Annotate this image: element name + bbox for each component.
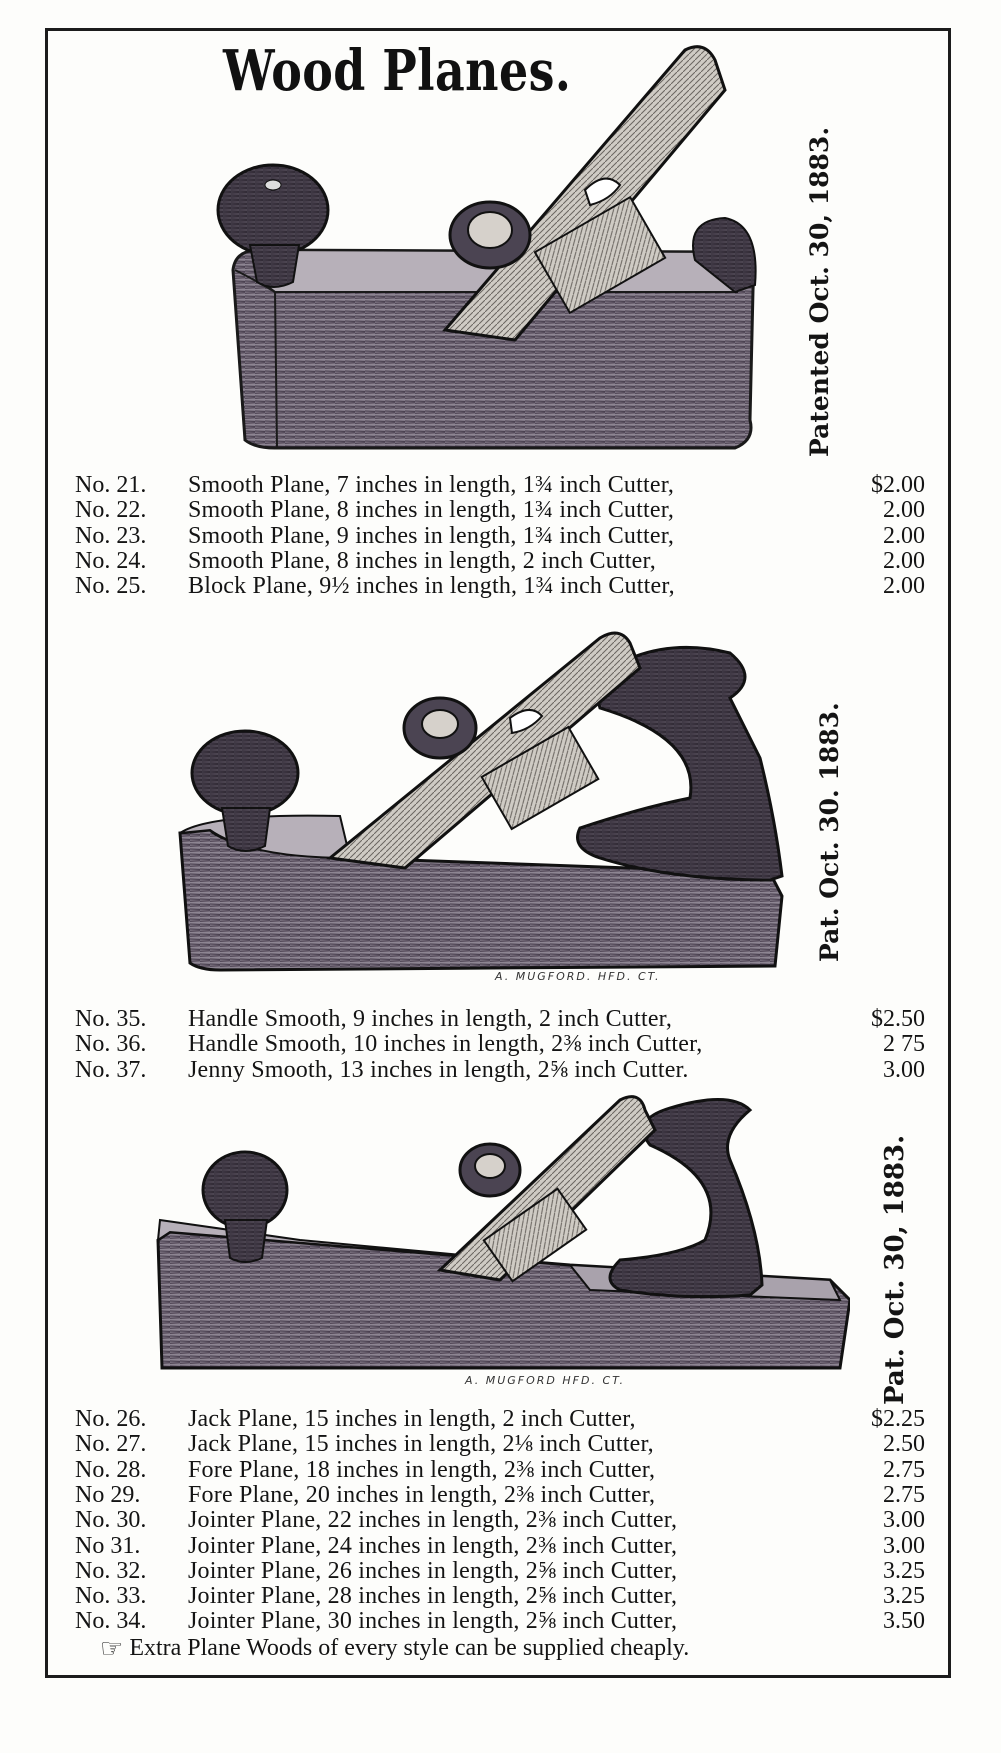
item-price: 2.75 (883, 1456, 925, 1483)
item-description: Smooth Plane, 9 inches in length, 1¾ inch Cutter, (188, 522, 675, 549)
price-row (75, 1583, 925, 1609)
item-price: 3.25 (883, 1583, 925, 1610)
item-number: No. 32. (75, 1557, 147, 1584)
item-description: Jenny Smooth, 13 inches in length, 2⅝ inch Cutter. (188, 1056, 689, 1083)
item-number: No. 21. (75, 472, 147, 498)
patent-label-3: Pat. Oct. 30, 1883. (880, 1134, 910, 1405)
item-description: Smooth Plane, 7 inches in length, 1¾ inch Cutter, (188, 472, 675, 498)
price-row (75, 1558, 925, 1584)
item-price: $2.50 (871, 1006, 925, 1032)
footnote-text: Extra Plane Woods of every style can be supplied cheaply. (129, 1635, 690, 1661)
item-number: No. 34. (75, 1608, 147, 1635)
price-row (75, 497, 925, 523)
item-price: $2.00 (871, 472, 925, 498)
engraver-signature-2: A. MUGFORD HFD. CT. (465, 1374, 626, 1387)
item-number: No 31. (75, 1532, 141, 1559)
item-description: Jointer Plane, 26 inches in length, 2⅝ inch Cutter, (188, 1557, 678, 1584)
price-row (75, 1031, 925, 1057)
price-row (75, 1482, 925, 1508)
item-price: 3.00 (883, 1532, 925, 1559)
item-description: Jointer Plane, 22 inches in length, 2⅜ inch Cutter, (188, 1507, 678, 1534)
price-row (75, 523, 925, 549)
item-number: No. 26. (75, 1406, 147, 1432)
item-price: 3.00 (883, 1056, 925, 1083)
item-number: No. 30. (75, 1507, 147, 1534)
price-row (75, 1608, 925, 1634)
item-number: No. 23. (75, 522, 147, 549)
item-price: 2.00 (883, 497, 925, 524)
item-price: 2.00 (883, 547, 925, 574)
item-number: No. 24. (75, 547, 147, 574)
pointing-hand-icon: ☞ (100, 1634, 124, 1663)
item-description: Handle Smooth, 10 inches in length, 2⅜ inch Cutter, (188, 1031, 703, 1058)
item-price: 2.50 (883, 1431, 925, 1458)
price-row (75, 1057, 925, 1083)
item-description: Jointer Plane, 28 inches in length, 2⅝ inch Cutter, (188, 1583, 678, 1610)
item-price: 2.75 (883, 1481, 925, 1508)
item-number: No. 33. (75, 1583, 147, 1610)
price-row (75, 1431, 925, 1457)
item-price: 2.00 (883, 522, 925, 549)
price-row (75, 472, 925, 498)
item-price: $2.25 (871, 1406, 925, 1432)
jack-plane-illustration (150, 1090, 850, 1380)
price-row (75, 1533, 925, 1559)
patent-label-1: Patented Oct. 30, 1883. (805, 126, 834, 457)
item-number: No. 37. (75, 1056, 147, 1083)
item-number: No 29. (75, 1481, 141, 1508)
item-price: 2 75 (883, 1031, 925, 1058)
item-number: No. 28. (75, 1456, 147, 1483)
handle-smooth-plane-illustration (170, 618, 790, 988)
item-number: No. 35. (75, 1006, 147, 1032)
engraver-signature-1: A. MUGFORD. HFD. CT. (495, 970, 661, 983)
item-price: 3.50 (883, 1608, 925, 1635)
item-description: Fore Plane, 18 inches in length, 2⅜ inch Cutter, (188, 1456, 656, 1483)
item-description: Jointer Plane, 24 inches in length, 2⅜ inch Cutter, (188, 1532, 678, 1559)
price-row (75, 1457, 925, 1483)
item-description: Smooth Plane, 8 inches in length, 1¾ inch Cutter, (188, 497, 675, 524)
smooth-plane-illustration (215, 30, 775, 450)
item-description: Smooth Plane, 8 inches in length, 2 inch Cutter, (188, 547, 656, 574)
item-number: No. 25. (75, 573, 147, 600)
item-description: Jack Plane, 15 inches in length, 2 inch Cutter, (188, 1406, 636, 1432)
patent-label-2: Pat. Oct. 30. 1883. (815, 702, 844, 962)
item-description: Fore Plane, 20 inches in length, 2⅜ inch Cutter, (188, 1481, 656, 1508)
item-description: Block Plane, 9½ inches in length, 1¾ inch Cutter, (188, 573, 675, 600)
page-title: Wood Planes. (223, 38, 572, 104)
item-number: No. 27. (75, 1431, 147, 1458)
price-row (75, 548, 925, 574)
footnote (100, 1634, 689, 1664)
item-price: 3.00 (883, 1507, 925, 1534)
price-row (75, 573, 925, 599)
item-price: 2.00 (883, 573, 925, 600)
item-description: Jointer Plane, 30 inches in length, 2⅝ inch Cutter, (188, 1608, 678, 1635)
price-row (75, 1006, 925, 1032)
price-row (75, 1507, 925, 1533)
item-description: Handle Smooth, 9 inches in length, 2 inch Cutter, (188, 1006, 673, 1032)
item-number: No. 36. (75, 1031, 147, 1058)
price-row (75, 1406, 925, 1432)
item-number: No. 22. (75, 497, 147, 524)
item-price: 3.25 (883, 1557, 925, 1584)
item-description: Jack Plane, 15 inches in length, 2⅛ inch Cutter, (188, 1431, 654, 1458)
